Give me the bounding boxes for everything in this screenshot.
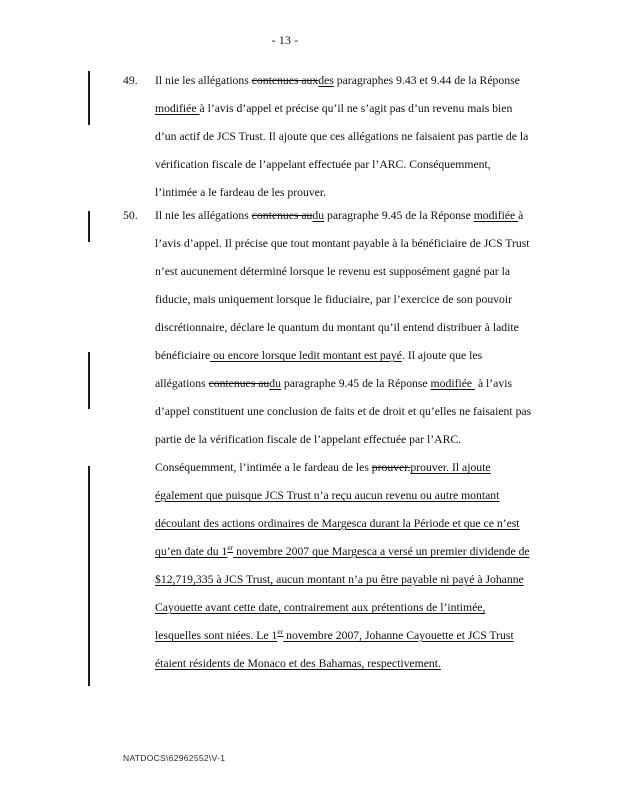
revision-change-bar <box>88 466 90 686</box>
text-line: $12,719,335 à JCS Trust, aucun montant n’a pu être payable ni payé à Johanne <box>155 573 524 586</box>
revision-change-bar <box>88 352 90 409</box>
text-line: vérification fiscale de l’appelant effectuée par l’ARC. Conséquemment, <box>155 158 491 171</box>
page-number: - 13 - <box>271 33 299 47</box>
paragraph-number: 49. <box>123 74 138 87</box>
text-line: fiducie, mais uniquement lorsque le fiduciaire, par l’exercice de son pouvoir <box>155 293 512 306</box>
text-line: Il nie les allégations contenues audu paragraphe 9.45 de la Réponse modifiée à <box>155 209 524 222</box>
paragraph-49 <box>123 67 593 207</box>
text-line: partie de la vérification fiscale de l’appelant effectuée par l’ARC. <box>155 433 462 446</box>
footer-doc-id: NATDOCS\62962552\V-1 <box>123 753 226 763</box>
revision-change-bar <box>88 211 90 242</box>
text-line: qu’en date du 1er novembre 2007 que Margesca a versé un premier dividende de <box>155 543 530 558</box>
text-line: allégations contenues audu paragraphe 9.45 de la Réponse modifiée à l’avis <box>155 377 513 390</box>
paragraph-number: 50. <box>123 209 138 222</box>
text-line: d’appel constituent une conclusion de faits et de droit et qu’elles ne faisaient pas <box>155 405 532 418</box>
text-line: d’un actif de JCS Trust. Il ajoute que ces allégations ne faisaient pas partie de la <box>155 130 529 143</box>
text-line: modifiée à l’avis d’appel et précise qu’il ne s’agit pas d’un revenu mais bien <box>155 102 513 115</box>
text-line: lesquelles sont niées. Le 1er novembre 2007, Johanne Cayouette et JCS Trust <box>155 627 514 642</box>
text-line: discrétionnaire, déclare le quantum du montant qu’il entend distribuer à ladite <box>155 321 519 334</box>
text-line: l’avis d’appel. Il précise que tout montant payable à la bénéficiaire de JCS Trust <box>155 237 530 250</box>
text-line: bénéficiaire ou encore lorsque ledit montant est payé. Il ajoute que les <box>155 349 483 362</box>
text-line: l’intimée a le fardeau de les prouver. <box>155 186 327 199</box>
text-line: Conséquemment, l’intimée a le fardeau de les prouver.prouver. Il ajoute <box>155 461 491 474</box>
text-line: également que puisque JCS Trust n’a reçu aucun revenu ou autre montant <box>155 489 500 502</box>
text-line: n’est aucunement déterminé lorsque le revenu est supposément gagné par la <box>155 265 511 278</box>
text-line: Cayouette avant cette date, contrairement aux prétentions de l’intimée, <box>155 601 486 614</box>
text-line: découlant des actions ordinaires de Margesca durant la Période et que ce n’est <box>155 517 520 530</box>
text-line: étaient résidents de Monaco et des Bahamas, respectivement. <box>155 657 441 670</box>
revision-change-bar <box>88 71 90 125</box>
text-line: Il nie les allégations contenues auxdes paragraphes 9.43 et 9.44 de la Réponse <box>155 74 520 87</box>
paragraph-50 <box>123 202 593 678</box>
